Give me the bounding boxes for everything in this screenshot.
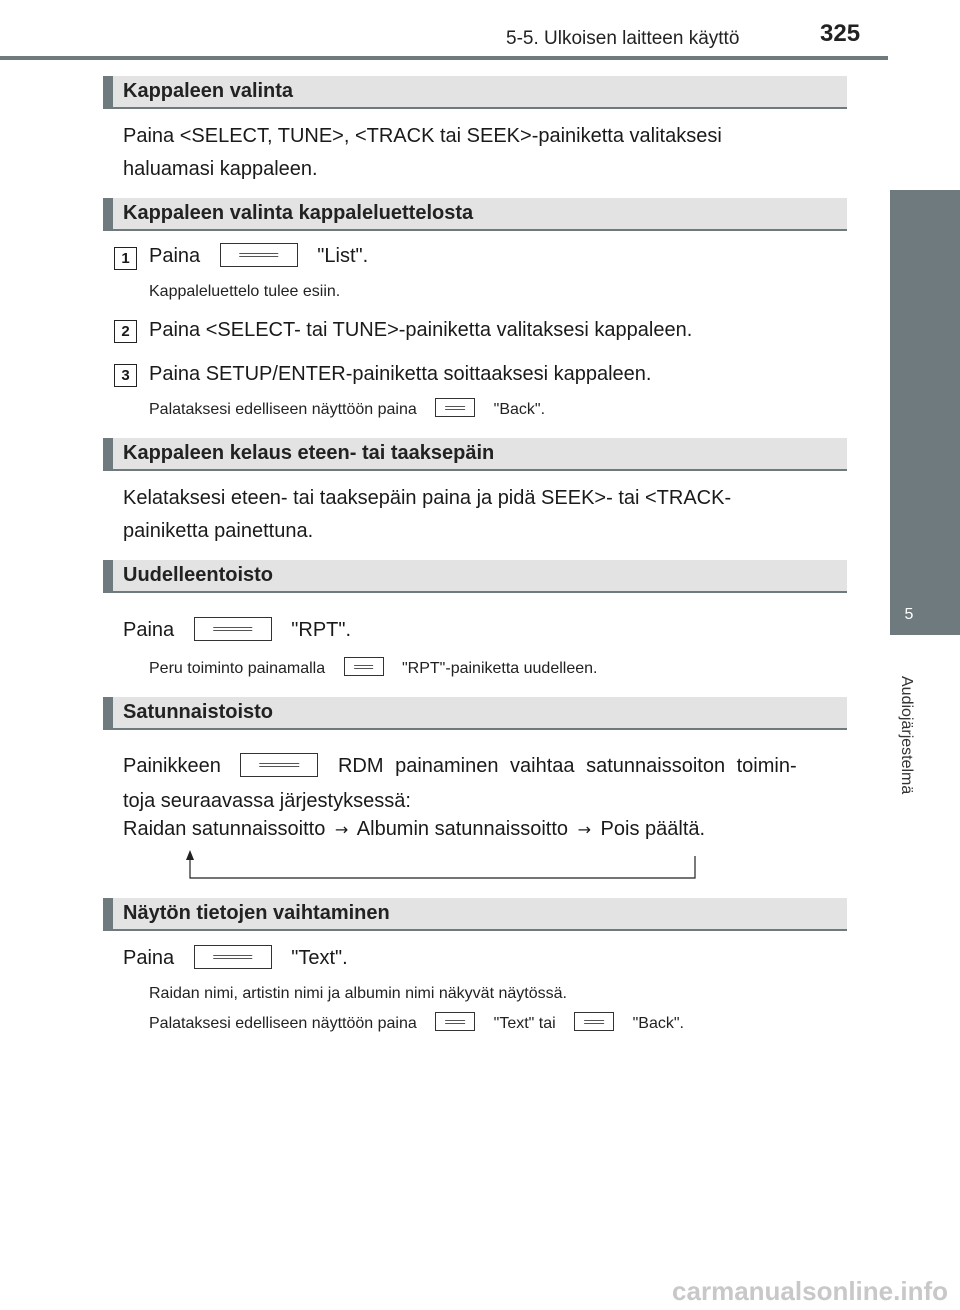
text-button-icon bbox=[194, 945, 272, 969]
arrow-right-icon: → bbox=[577, 820, 591, 839]
header-rule bbox=[0, 56, 888, 60]
heading-bar bbox=[103, 697, 113, 728]
note-cancel-after: "RPT"-painiketta uudelleen. bbox=[402, 660, 598, 677]
heading-text: Kappaleen kelaus eteen- tai taaksepäin bbox=[123, 442, 495, 464]
repeat-instruction bbox=[123, 614, 840, 647]
paragraph-text-end: painiketta painettuna. bbox=[123, 520, 314, 542]
note-back-after: "Back". bbox=[493, 401, 546, 418]
note-back bbox=[149, 399, 545, 421]
step-1-after: "List". bbox=[317, 245, 369, 267]
step-number-1: 1 bbox=[114, 247, 137, 270]
rdm-button-icon bbox=[240, 753, 318, 777]
note-back-text-after: "Back". bbox=[632, 1015, 684, 1032]
text-before: Paina bbox=[123, 947, 175, 969]
back-button-icon bbox=[574, 1012, 614, 1031]
section-heading-random bbox=[103, 697, 847, 730]
heading-text: Uudelleentoisto bbox=[123, 564, 274, 586]
step-number-3: 3 bbox=[114, 364, 137, 387]
random-line1-after: RDM painaminen vaihtaa satunnaissoiton toimin- bbox=[337, 755, 797, 777]
back-button-icon bbox=[435, 398, 475, 417]
note-display-names: Raidan nimi, artistin nimi ja albumin nimi näkyvät näytössä. bbox=[149, 985, 567, 1002]
rpt-button-icon bbox=[344, 657, 384, 676]
random-line-1 bbox=[123, 750, 840, 783]
note-cancel-before: Peru toiminto painamalla bbox=[149, 660, 326, 677]
text-button-icon bbox=[435, 1012, 475, 1031]
note-back-text bbox=[149, 1013, 684, 1035]
page-number: 325 bbox=[820, 20, 861, 47]
step-number-2: 2 bbox=[114, 320, 137, 343]
cycle-return-arrow bbox=[180, 850, 700, 882]
note-back-before: Palataksesi edelliseen näyttöön paina bbox=[149, 401, 417, 418]
heading-bar bbox=[103, 438, 113, 469]
chapter-label: Audiojärjestelmä bbox=[898, 676, 915, 795]
repeat-after: "RPT". bbox=[291, 619, 352, 641]
text-after: "Text". bbox=[291, 947, 348, 969]
random-line1-before: Painikkeen bbox=[123, 755, 221, 777]
section-heading-fast-forward bbox=[103, 438, 847, 471]
step-2-text: Paina <SELECT- tai TUNE>-painiketta valitaksesi kappaleen. bbox=[149, 319, 693, 341]
chapter-number: 5 bbox=[904, 606, 914, 623]
paragraph-text: Paina <SELECT, TUNE>, <TRACK tai SEEK>-painiketta valitaksesi bbox=[123, 125, 722, 147]
arrow-right-icon: → bbox=[334, 820, 349, 839]
watermark: carmanualsonline.info bbox=[672, 1276, 948, 1306]
random-line-2: toja seuraavassa järjestyksessä: bbox=[123, 790, 411, 812]
note-list-shown: Kappaleluettelo tulee esiin. bbox=[149, 283, 341, 300]
heading-text: Kappaleen valinta bbox=[123, 80, 294, 102]
paragraph bbox=[123, 482, 840, 548]
header-title: 5-5. Ulkoisen laitteen käyttö bbox=[506, 28, 740, 49]
heading-bar bbox=[103, 198, 113, 229]
text-instruction bbox=[123, 942, 840, 975]
step-1-before: Paina bbox=[149, 245, 201, 267]
step-1-text bbox=[149, 243, 368, 269]
section-heading-track-selection bbox=[103, 76, 847, 109]
paragraph bbox=[123, 120, 840, 186]
note-back-text-before: Palataksesi edelliseen näyttöön paina bbox=[149, 1015, 417, 1032]
cycle-item-2: Albumin satunnaissoitto bbox=[356, 818, 569, 840]
section-heading-repeat bbox=[103, 560, 847, 593]
heading-text: Satunnaistoisto bbox=[123, 701, 274, 723]
rpt-button-icon bbox=[194, 617, 272, 641]
step-3-text: Paina SETUP/ENTER-painiketta soittaaksesi kappaleen. bbox=[149, 363, 652, 385]
repeat-before: Paina bbox=[123, 619, 175, 641]
heading-text: Kappaleen valinta kappaleluettelosta bbox=[123, 202, 474, 224]
heading-text: Näytön tietojen vaihtaminen bbox=[123, 902, 390, 924]
random-cycle bbox=[123, 813, 840, 846]
section-heading-track-list bbox=[103, 198, 847, 231]
heading-bar bbox=[103, 560, 113, 591]
note-back-text-mid: "Text" tai bbox=[493, 1015, 556, 1032]
paragraph-text: Kelataksesi eteen- tai taaksepäin paina ja pidä SEEK>- tai <TRACK- bbox=[123, 487, 732, 509]
cycle-item-3: Pois päältä. bbox=[600, 818, 706, 840]
cycle-item-1: Raidan satunnaissoitto bbox=[123, 818, 326, 840]
heading-bar bbox=[103, 898, 113, 929]
note-cancel-repeat bbox=[149, 658, 597, 680]
list-button-icon bbox=[220, 243, 298, 267]
heading-bar bbox=[103, 76, 113, 107]
section-heading-display-info bbox=[103, 898, 847, 931]
chapter-tab bbox=[890, 190, 960, 635]
paragraph-text-end: haluamasi kappaleen. bbox=[123, 158, 318, 180]
